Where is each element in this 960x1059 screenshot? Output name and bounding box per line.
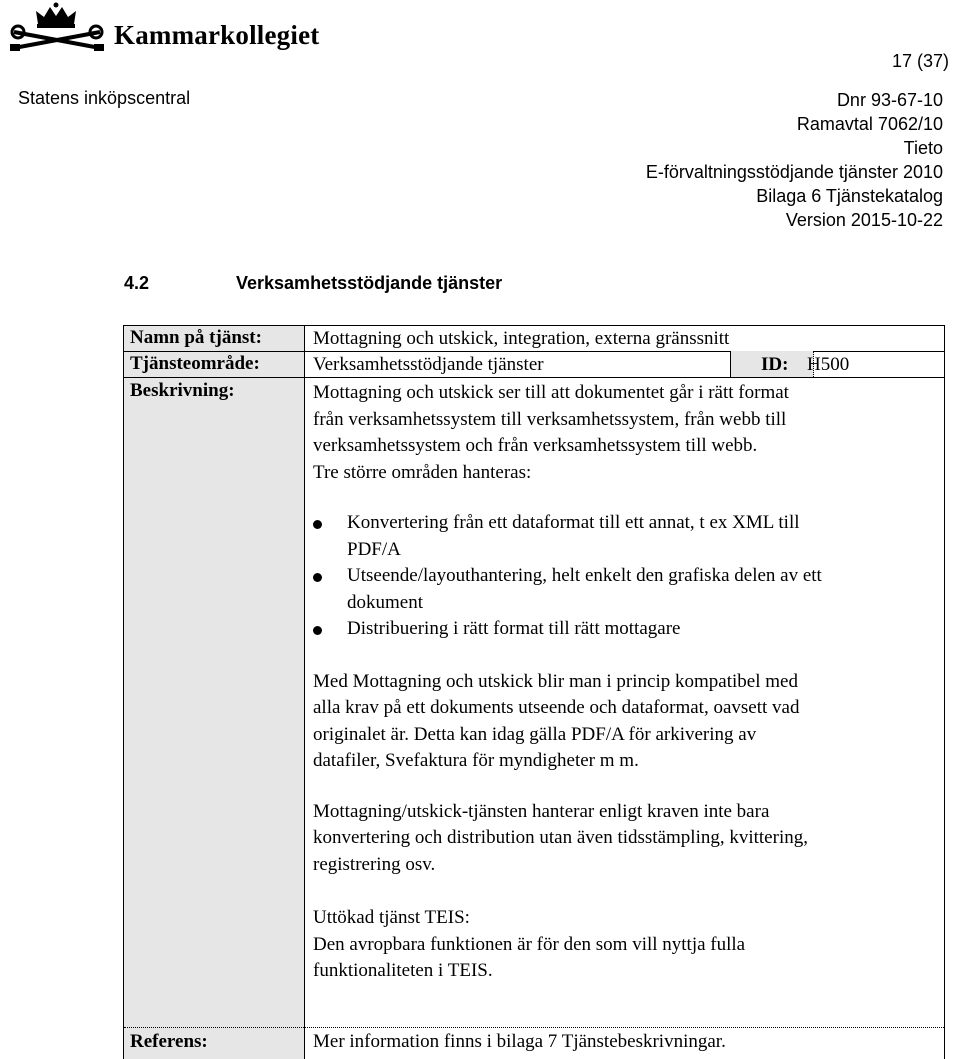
description-text: [313, 380, 933, 985]
list-item: Konvertering från ett dataformat till ett annat, t ex XML till PDF/A: [313, 510, 933, 563]
appendix-name: Bilaga 6 Tjänstekatalog: [756, 186, 943, 206]
description-line: Uttökad tjänst TEIS:: [313, 907, 470, 928]
service-area-value: Verksamhetsstödjande tjänster: [313, 354, 544, 375]
logo-text: Kammarkollegiet: [114, 20, 320, 50]
id-label: ID:: [761, 354, 789, 375]
organization-name: Statens inköpscentral: [18, 88, 191, 108]
diary-number: Dnr 93-67-10: [836, 90, 943, 110]
description-line: verksamhetssystem och från verksamhetssystem till webb.: [313, 435, 758, 456]
service-table: [123, 325, 945, 1059]
crown-crossed-keys-icon: [8, 2, 108, 52]
bullet-icon: [313, 520, 322, 529]
bullet-icon: [313, 573, 322, 582]
row-divider: [124, 1027, 944, 1028]
reference-value: Mer information finns i bilaga 7 Tjänstebeskrivningar.: [313, 1031, 726, 1052]
description-line: Med Mottagning och utskick blir man i princip kompatibel med: [313, 670, 798, 692]
description-line: datafiler, Svefaktura för myndigheter m m.: [313, 750, 639, 771]
description-line: Den avropbara funktionen är för den som vill nyttja fulla: [313, 933, 746, 955]
page-number: 17 (37): [891, 51, 949, 71]
description-line: Mottagning/utskick-tjänsten hanterar enligt kraven inte bara: [313, 800, 770, 822]
description-line: konvertering och distribution utan även tidsstämpling, kvittering,: [313, 827, 808, 848]
description-line: funktionaliteten i TEIS.: [313, 960, 493, 981]
supplier-name: Tieto: [903, 138, 943, 158]
service-area-label: Tjänsteområde:: [130, 353, 260, 374]
list-item: Utseende/layouthantering, helt enkelt den grafiska delen av ett dokument: [313, 563, 933, 616]
section-title: Verksamhetsstödjande tjänster: [236, 273, 503, 293]
row-divider: [124, 351, 944, 352]
id-value: H500: [807, 354, 850, 375]
reference-label: Referens:: [130, 1031, 208, 1052]
row-divider: [124, 377, 944, 378]
description-line: alla krav på ett dokuments utseende och dataformat, oavsett vad: [313, 697, 800, 718]
document-metadata: [646, 88, 943, 232]
description-line: Mottagning och utskick ser till att dokumentet går i rätt format: [313, 382, 789, 403]
description-line: originalet är. Detta kan idag gälla PDF/A för arkivering av: [313, 723, 757, 745]
kammarkollegiet-logo: [8, 2, 320, 54]
service-name-label: Namn på tjänst:: [130, 327, 262, 348]
section-number: 4.2: [124, 273, 150, 293]
description-label: Beskrivning:: [130, 380, 235, 401]
list-item: Distribuering i rätt format till rätt mottagare: [313, 616, 933, 643]
areas-list: [313, 510, 933, 643]
section-heading: [124, 273, 502, 294]
description-line: Tre större områden hanteras:: [313, 461, 532, 483]
framework-agreement: Ramavtal 7062/10: [796, 114, 943, 134]
description-line: från verksamhetssystem till verksamhetssystem, från webb till: [313, 408, 787, 430]
bullet-icon: [313, 626, 322, 635]
description-line: registrering osv.: [313, 853, 436, 875]
service-name-value: Mottagning och utskick, integration, externa gränssnitt: [313, 328, 730, 349]
label-column: [124, 326, 305, 1059]
id-cell: [730, 351, 814, 377]
document-version: Version 2015-10-22: [785, 210, 943, 230]
agreement-area: E-förvaltningsstödjande tjänster 2010: [645, 162, 943, 182]
